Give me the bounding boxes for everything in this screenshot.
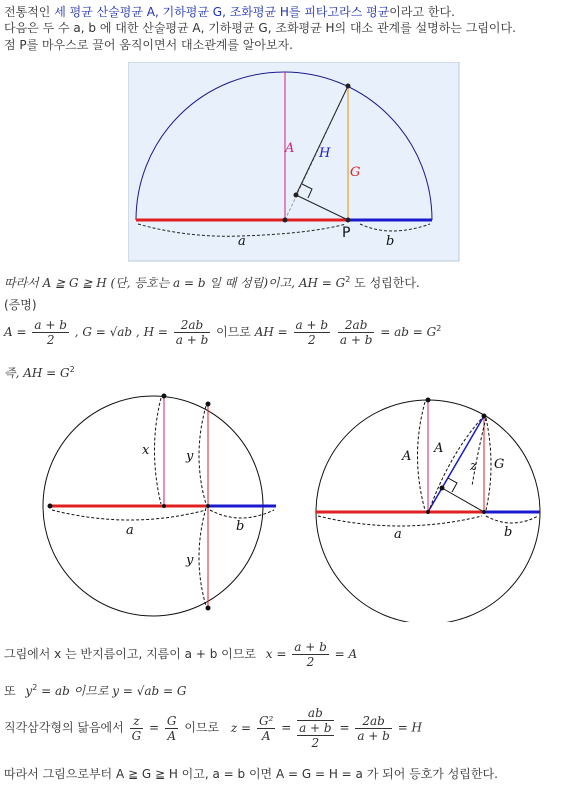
brace-a3	[318, 516, 482, 526]
label-y-up: y	[186, 449, 194, 464]
label-P: P	[342, 225, 351, 241]
frac-ab-over: $\frac{ab}{\frac{a + b}{2}}$	[299, 706, 332, 750]
point-P[interactable]	[346, 218, 351, 223]
label-H: H	[319, 146, 331, 161]
figure-panel	[128, 62, 459, 261]
intro-line-1: 전통적인 세 평균 산술평균 A, 기하평균 G, 조화평균 H를 피타고라스 평균이라고 한다.	[4, 5, 455, 19]
frac-G2-A: $\frac{\text{G²}}{A}$	[258, 713, 274, 743]
proof-label: (증명)	[4, 298, 37, 312]
label-A3-left: A	[402, 449, 412, 464]
brace-y-down	[199, 508, 206, 606]
proof-equation: A = $\frac{a + b}{2}$ , G = √ab , H = $\frac{2ab}{a + b}$ 이므로 AH = $\frac{a + b}{2}$ $\frac{2ab}{a + b}$ = ab = $G^2$	[4, 318, 442, 347]
circle-figure-right	[310, 390, 550, 622]
frac-z-G: $\frac{z}{G}$	[131, 713, 142, 743]
brace-a2	[52, 510, 206, 520]
label-A: A	[285, 141, 295, 156]
brace-G3	[486, 418, 491, 510]
explain-line-2: 또 $y^2$ = ab 이므로 y = √ab = G	[4, 683, 187, 698]
frac-x: $\frac{a + b}{2}$	[294, 640, 327, 669]
label-z3: z	[470, 459, 477, 474]
right-angle3	[448, 478, 457, 492]
frac-G-A: $\frac{G}{A}$	[166, 713, 177, 743]
label-b2: b	[236, 519, 245, 534]
since-line: 즉, AH = $G^2$	[4, 365, 75, 380]
brace-b2	[210, 510, 274, 518]
label-y-down: y	[186, 553, 194, 568]
frac-AH-2: $\frac{2ab}{a + b}$	[339, 318, 373, 347]
circle-figure-left	[40, 390, 290, 622]
intro-line-3: 점 P를 마우스로 끌어 움직이면서 대소관계를 알아보자.	[4, 38, 293, 52]
foot-line3	[442, 488, 484, 512]
semicircle-figure[interactable]	[128, 62, 460, 262]
pt-top3	[426, 398, 431, 403]
explain-line-1: 그림에서 x 는 반지름이고, 지름이 a + b 이므로 x = $\frac{a + b}{2}$ = A	[4, 640, 358, 669]
pt-y-bot	[206, 606, 211, 611]
point-foot	[294, 193, 299, 198]
label-G3: G	[494, 457, 505, 472]
label-a3: a	[394, 527, 402, 542]
label-b: b	[386, 234, 395, 249]
point-top[interactable]	[346, 84, 351, 89]
brace-y-up	[199, 406, 206, 504]
pt-x-top	[162, 394, 167, 399]
pt-P	[206, 504, 210, 508]
pt-P3	[482, 510, 486, 514]
pt-left	[48, 504, 53, 509]
pt-y-top	[206, 402, 211, 407]
explain-line-4: 따라서 그림으로부터 A ≧ G ≧ H 이고, a = b 이면 A = G = H = a 가 되어 등호가 성립한다.	[4, 767, 498, 781]
label-a: a	[238, 234, 246, 249]
frac-2ab: $\frac{2ab}{a + b}$	[357, 713, 390, 743]
label-x: x	[142, 443, 150, 458]
explain-line-3: 직각삼각형의 닮음에서 $\frac{z}{G}$ = $\frac{G}{A}$ 이므로 z = $\frac{\text{G²}}{A}$ = $\frac{ab}{\frac{a + b}{2}}$ = $\frac{2ab}{a + b}$ = H	[4, 706, 423, 750]
frac-AH-1: $\frac{a + b}{2}$	[295, 318, 329, 347]
pt-Gtop3	[482, 414, 487, 419]
pt-center	[162, 504, 166, 508]
brace-A3	[418, 402, 426, 510]
pt-center3	[426, 510, 430, 514]
label-A3-right: A	[434, 441, 444, 456]
brace-x	[155, 398, 162, 504]
intro-highlight: 세 평균 산술평균 A, 기하평균 G, 조화평균 H를 피타고라스 평균	[54, 5, 390, 19]
label-b3: b	[504, 525, 513, 540]
frac-H: $\frac{2ab}{a + b}$	[175, 318, 209, 347]
brace-b3	[486, 516, 538, 523]
point-center	[283, 218, 288, 223]
label-G: G	[350, 165, 361, 180]
intro-line-2: 다음은 두 수 a, b 에 대한 산술평균 A, 기하평균 G, 조화평균 H의 대소 관계를 설명하는 그림이다.	[4, 21, 516, 35]
conclusion-line: 따라서 A ≧ G ≧ H (단, 등호는 a = b 일 때 성립)이고, AH = $G^2$ 도 성립한다.	[4, 275, 420, 290]
label-a2: a	[126, 523, 134, 538]
pt-foot3	[440, 486, 445, 491]
frac-A: $\frac{a + b}{2}$	[34, 318, 67, 347]
